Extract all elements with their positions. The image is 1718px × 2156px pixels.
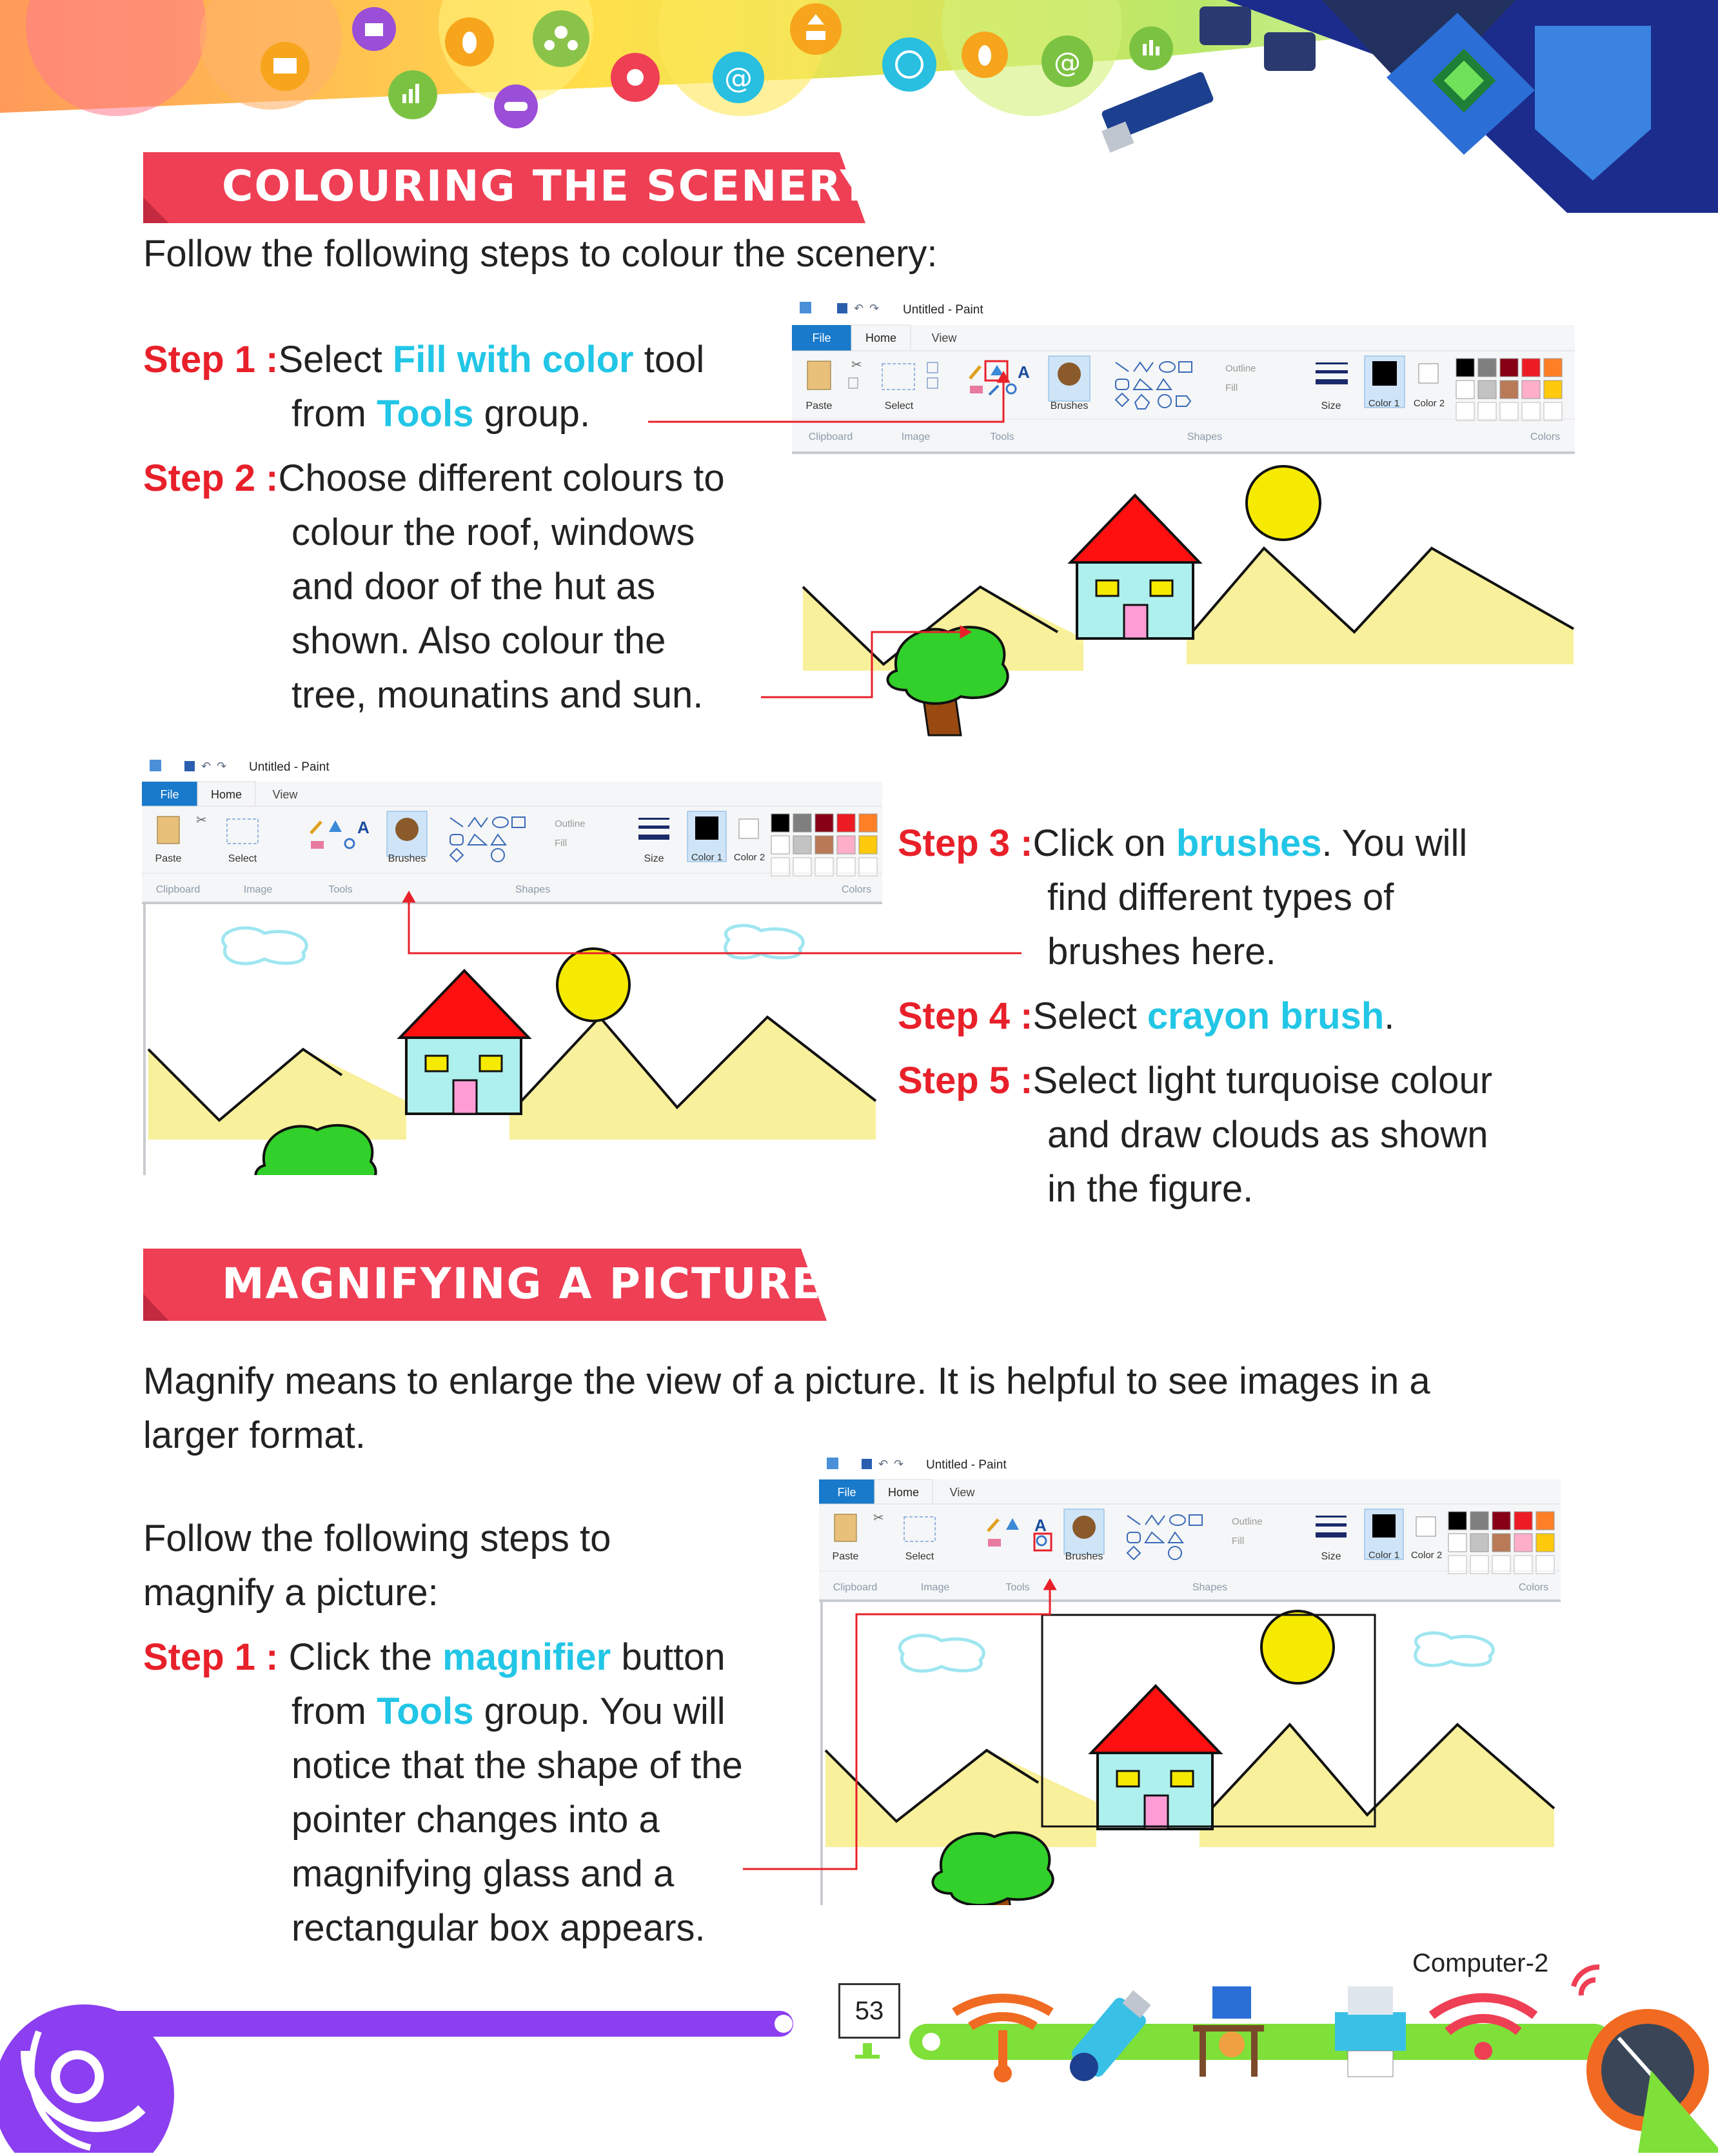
s1-step4-line1: Step 4 :Select crayon brush. (898, 995, 1395, 1037)
s1-step2-line3: and door of the hut as (291, 566, 656, 608)
redo-icon: ↷ (869, 302, 880, 315)
s2-step1-line3: notice that the shape of the (291, 1745, 743, 1786)
svg-text:Fill: Fill (1232, 1536, 1245, 1547)
svg-text:Paste: Paste (832, 1551, 859, 1562)
svg-text:Clipboard: Clipboard (155, 884, 201, 895)
svg-text:@: @ (1054, 46, 1081, 78)
undo-icon: ↶ (854, 302, 864, 315)
svg-text:Untitled - Paint: Untitled - Paint (926, 1458, 1007, 1472)
svg-text:↶: ↶ (878, 1458, 889, 1470)
svg-text:A: A (357, 818, 370, 837)
page-number: 53 (838, 1983, 900, 2039)
svg-text:Image: Image (920, 1582, 950, 1593)
svg-text:Brushes: Brushes (1050, 401, 1089, 411)
printer-icon (1335, 1986, 1406, 2077)
section1-intro: Follow the following steps to colour the scenery: (143, 233, 938, 275)
svg-text:Brushes: Brushes (388, 853, 426, 864)
svg-text:✂: ✂ (873, 1511, 884, 1525)
s1-step3-line2: find different types of (1047, 876, 1394, 918)
svg-text:Home: Home (865, 331, 897, 344)
svg-text:View: View (949, 1486, 975, 1499)
svg-text:A: A (1034, 1516, 1047, 1535)
s1-step2-line1: Step 2 :Choose different colours to (143, 457, 725, 499)
svg-text:File: File (837, 1486, 856, 1499)
svg-text:Color 2: Color 2 (733, 852, 765, 863)
svg-text:Paste: Paste (805, 401, 833, 411)
s1-step1-line2: from Tools group. (291, 393, 591, 435)
svg-text:✂: ✂ (196, 813, 207, 827)
svg-text:Size: Size (1321, 1551, 1341, 1562)
svg-text:Tools: Tools (1005, 1582, 1030, 1593)
svg-text:Shapes: Shapes (515, 884, 551, 895)
outline-button: Outline (1225, 363, 1256, 374)
svg-text:Image: Image (901, 431, 931, 442)
book-name: Computer-2 (1412, 1949, 1549, 1977)
svg-text:Image: Image (243, 884, 273, 895)
satellite-dish-icon (1586, 2009, 1718, 2153)
svg-text:Clipboard: Clipboard (808, 431, 853, 442)
svg-text:Color 1: Color 1 (1368, 398, 1400, 409)
s1-step1-line1: Step 1 :Select Fill with color tool (143, 339, 705, 381)
svg-text:Color 2: Color 2 (1410, 1550, 1443, 1561)
s2-step1-line2: from Tools group. You will (291, 1690, 726, 1732)
s2-step1-line5: magnifying glass and a (291, 1853, 675, 1895)
svg-text:Outline: Outline (1232, 1516, 1263, 1527)
svg-text:Shapes: Shapes (1192, 1582, 1228, 1593)
svg-text:Color 1: Color 1 (691, 852, 723, 863)
svg-text:View: View (272, 788, 298, 801)
svg-text:Select: Select (228, 853, 257, 864)
cut-icon: ✂ (851, 358, 862, 372)
s1-step5-line3: in the figure. (1047, 1168, 1254, 1210)
svg-text:Tools: Tools (990, 431, 1014, 442)
svg-text:Fill: Fill (555, 838, 568, 849)
s2-step1-line1: Step 1 : Click the magnifier button (143, 1636, 726, 1678)
s1-step3-line1: Step 3 :Click on brushes. You will (898, 822, 1468, 864)
svg-text:Home: Home (210, 788, 242, 801)
s1-step5-line2: and draw clouds as shown (1047, 1114, 1488, 1156)
section2-title: MAGNIFYING A PICTURE (222, 1259, 822, 1309)
svg-text:Select: Select (905, 1551, 934, 1562)
svg-text:Brushes: Brushes (1065, 1551, 1103, 1562)
s1-step1-label: Step 1 : (143, 339, 279, 381)
svg-text:Colors: Colors (1518, 1582, 1549, 1593)
section2-follow-line2: magnify a picture: (143, 1572, 439, 1614)
s1-step5-line1: Step 5 :Select light turquoise colour (898, 1060, 1493, 1102)
svg-text:Colors: Colors (841, 884, 872, 895)
svg-text:↷: ↷ (217, 760, 227, 773)
s1-step2-line5: tree, mounatins and sun. (291, 674, 704, 716)
svg-text:↷: ↷ (894, 1458, 904, 1470)
svg-text:↶: ↶ (201, 760, 212, 773)
svg-text:@: @ (724, 62, 753, 95)
svg-text:Size: Size (1321, 401, 1341, 411)
svg-text:Select: Select (884, 401, 914, 411)
text-tool-icon: A (1018, 362, 1030, 382)
svg-text:File: File (160, 788, 179, 801)
svg-text:Colors: Colors (1530, 431, 1561, 442)
tab-view: View (931, 331, 957, 344)
section2-intro-line1: Magnify means to enlarge the view of a picture. It is helpful to see images in a (143, 1360, 1430, 1402)
svg-text:Clipboard: Clipboard (833, 1582, 878, 1593)
paint-title: Untitled - Paint (903, 303, 983, 317)
s2-step1-line4: pointer changes into a (291, 1799, 660, 1841)
section1-title: COLOURING THE SCENERY (222, 161, 873, 211)
svg-text:Untitled - Paint: Untitled - Paint (249, 760, 330, 774)
fill-button: Fill (1225, 382, 1238, 393)
section2-intro-line2: larger format. (143, 1414, 366, 1456)
s1-step2-line2: colour the roof, windows (291, 511, 695, 553)
svg-text:Paste: Paste (155, 853, 182, 864)
s1-step3-line3: brushes here. (1047, 931, 1276, 973)
svg-text:Outline: Outline (555, 818, 586, 829)
svg-text:Home: Home (887, 1486, 920, 1499)
svg-text:Color 1: Color 1 (1368, 1550, 1400, 1561)
computer-desk-icon (1193, 1986, 1264, 2077)
svg-text:Size: Size (644, 853, 664, 864)
svg-text:Tools: Tools (328, 884, 353, 895)
svg-text:File: File (812, 331, 831, 344)
svg-text:Color 2: Color 2 (1413, 398, 1445, 409)
svg-text:Shapes: Shapes (1187, 431, 1223, 442)
section2-follow-line1: Follow the following steps to (143, 1518, 611, 1559)
s2-step1-line6: rectangular box appears. (291, 1907, 706, 1949)
s1-step2-line4: shown. Also colour the (291, 620, 666, 662)
